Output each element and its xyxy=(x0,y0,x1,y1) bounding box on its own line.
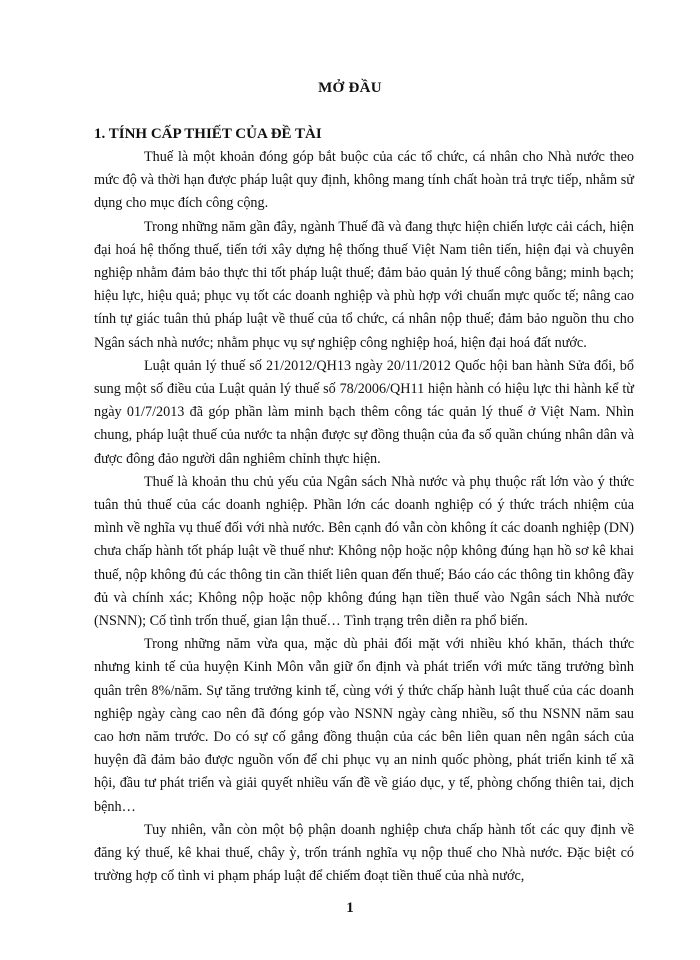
paragraph-5: Trong những năm vừa qua, mặc dù phải đối mặt với nhiều khó khăn, thách thức nhưng kinh tế của huyện Kinh Môn vẫn giữ ổn định và phát triển với mức tăng trưởng bình quân trên 8%/năm. Sự tăng trưởng kinh tế, cùng với ý thức chấp hành luật thuế của các doanh nghiệp ngày càng cao nên đã đóng góp vào NSNN ngày càng nhiều, số thu NSNN năm sau cao hơn năm trước. Do có sự cố gắng đồng thuận của các bên liên quan nên ngân sách của huyện đã đảm bảo được nguồn vốn để chi phục vụ an ninh quốc phòng, phát triển kinh tế xã hội, đầu tư phát triển và giải quyết nhiều vấn đề về giáo dục, y tế, phòng chống thiên tai, dịch bệnh… xyxy=(94,636,634,815)
section-heading: 1. TÍNH CẤP THIẾT CỦA ĐỀ TÀI xyxy=(94,126,322,142)
paragraph-3: Luật quản lý thuế số 21/2012/QH13 ngày 20/11/2012 Quốc hội ban hành Sửa đổi, bổ sung một số điều của Luật quản lý thuế số 78/2006/QH11 hiện hành có hiệu lực thi hành kể từ ngày 01/7/2013 đã góp phần làm minh bạch thêm công tác quản lý thuế ở Việt Nam. Nhìn chung, pháp luật thuế của nước ta nhận được sự đồng thuận của đa số quần chúng nhân dân và được đông đảo người dân nghiêm chỉnh thực hiện. xyxy=(94,357,634,467)
document-title: MỞ ĐẦU xyxy=(318,80,382,96)
paragraph-6: Tuy nhiên, vẫn còn một bộ phận doanh nghiệp chưa chấp hành tốt các quy định về đăng ký thuế, kê khai thuế, chây ỳ, trốn tránh nghĩa vụ nộp thuế cho Nhà nước. Đặc biệt có trường hợp cố tình vi phạm pháp luật để chiếm đoạt tiền thuế của nhà nước, xyxy=(94,821,634,885)
document-body xyxy=(94,122,634,889)
page-number: 1 xyxy=(346,900,354,916)
paragraph-2: Trong những năm gần đây, ngành Thuế đã và đang thực hiện chiến lược cải cách, hiện đại hoá hệ thống thuế, tiến tới xây dựng hệ thống thuế Việt Nam tiên tiến, hiện đại và chuyên nghiệp nhằm đảm bảo thực thi tốt pháp luật thuế; đảm bảo quản lý thuế công bằng; minh bạch; hiệu lực, hiệu quả; phục vụ tốt các doanh nghiệp và phù hợp với chuẩn mực quốc tế; nâng cao tính tự giác tuân thủ pháp luật về thuế của tổ chức, cá nhân nộp thuế; đảm bảo nguồn thu cho Ngân sách nhà nước; nhằm phục vụ sự nghiệp công nghiệp hoá, hiện đại hoá đất nước. xyxy=(94,218,634,351)
paragraph-1: Thuế là một khoản đóng góp bắt buộc của các tổ chức, cá nhân cho Nhà nước theo mức độ và thời hạn được pháp luật quy định, không mang tính chất hoàn trả trực tiếp, nhằm sử dụng cho mục đích công cộng. xyxy=(94,149,634,212)
paragraph-4: Thuế là khoản thu chủ yếu của Ngân sách Nhà nước và phụ thuộc rất lớn vào ý thức tuân thủ thuế của các doanh nghiệp. Phần lớn các doanh nghiệp có ý thức trách nhiệm của mình về nghĩa vụ thuế đối với nhà nước. Bên cạnh đó vẫn còn không ít các doanh nghiệp (DN) chưa chấp hành tốt pháp luật về thuế như: Không nộp hoặc nộp không đúng hạn hồ sơ kê khai thuế, nộp không đủ các thông tin cần thiết liên quan đến thuế; Báo cáo các thông tin không đầy đủ và chính xác; Không nộp hoặc nộp không đúng hạn tiền thuế vào Ngân sách Nhà nước (NSNN); Cố tình trốn thuế, gian lận thuế… Tình trạng trên diễn ra phổ biến. xyxy=(94,473,634,630)
